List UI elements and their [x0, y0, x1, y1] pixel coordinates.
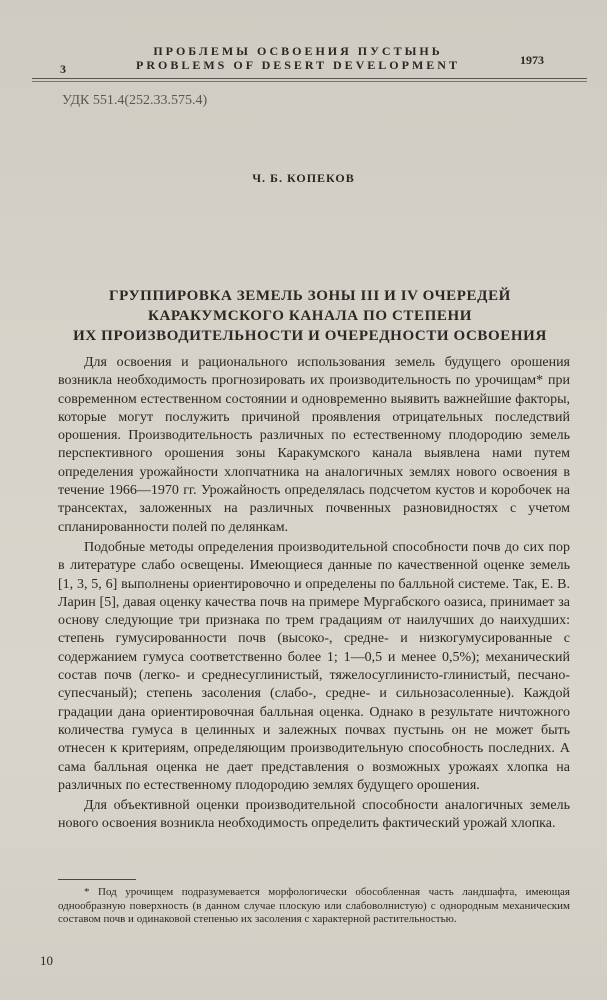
body-paragraph: Для объективной оценки производительной способности аналогичных земель нового освоения возникла необходимость определить фактический урожай хлопка. — [58, 798, 570, 832]
article-title-line: ИХ ПРОИЗВОДИТЕЛЬНОСТИ И ОЧЕРЕДНОСТИ ОСВОЕНИЯ — [73, 328, 547, 344]
author-name: Ч. Б. КОПЕКОВ — [252, 171, 355, 185]
footnote-rule — [58, 879, 136, 880]
journal-title-ru: ПРОБЛЕМЫ ОСВОЕНИЯ ПУСТЫНЬ — [153, 44, 443, 58]
body-paragraph: Для освоения и рационального использования земель будущего орошения возникла необходимость прогнозировать их производительность по урочищам* при современном естественном состоянии и одновременно выявить важнейшие факторы, которые могут послужить причиной проявления отрицательных последствий орошения. Производительность различных по естественному плодородию земель перспективного орошения зоны Каракумского канала выявлена нами путем определения урожайности хлопчатника на аналогичных землях нового освоения в течение 1966—1970 гг. Урожайность определялась подсчетом кустов и коробочек на трансектах, заложенных на различных почвенных разновидностях с учетом спланированности полей по делянкам. — [58, 355, 570, 535]
header-rule-secondary — [32, 81, 587, 82]
article-title — [70, 286, 550, 346]
body-paragraph: Подобные методы определения производительной способности почв до сих пор в литературе слабо освещены. Имеющиеся данные по качественной оценке земель [1, 3, 5, 6] выполнены ориентировочно и определены по балльной системе. Так, Е. В. Ларин [5], давая оценку качества почв на примере Мургабского оазиса, принимает за основу следующие три признака по трем градациям от наилучших до наихудших: степень гумусированности почв (высоко-, средне- и низкогумусированные с содержанием гумуса соответственно более 1; 1—0,5 и менее 0,5%); механический состав почв (легко- и среднесуглинистый, тяжелосуглинисто-глинистый, песчано-супесчаный); степень засоления (слабо-, средне- и сильнозасоленные). Каждой градации дана ориентировочная балльная оценка. Однако в результате ничтожного количества гумуса в целинных и залежных почвах пустынь он не может быть отнесен к критериям, определяющим производительную способность последних. А сама балльная оценка не дает представления о возможных урожаях хлопка на различных по естественному плодородию землях будущего орошения. — [58, 539, 570, 793]
journal-title-en: PROBLEMS OF DESERT DEVELOPMENT — [136, 58, 460, 72]
article-title-line: ГРУППИРОВКА ЗЕМЕЛЬ ЗОНЫ III И IV ОЧЕРЕДЕЙ — [109, 288, 511, 304]
footnote: * Под урочищем подразумевается морфологически обособленная часть ландшафта, имеющая однообразную поверхность (в данном случае плоскую или слабоволнистую) с однородным механическим составом почв и одинаковой степенью их засоления с характерной растительностью. — [58, 886, 570, 925]
journal-year: 1973 — [520, 53, 544, 67]
issue-number: 3 — [60, 62, 66, 76]
article-body — [58, 354, 570, 836]
udc-code: УДК 551.4(252.33.575.4) — [62, 93, 208, 108]
header-rule — [32, 78, 587, 79]
article-title-line: КАРАКУМСКОГО КАНАЛА ПО СТЕПЕНИ — [147, 308, 473, 324]
page-number: 10 — [40, 953, 53, 968]
